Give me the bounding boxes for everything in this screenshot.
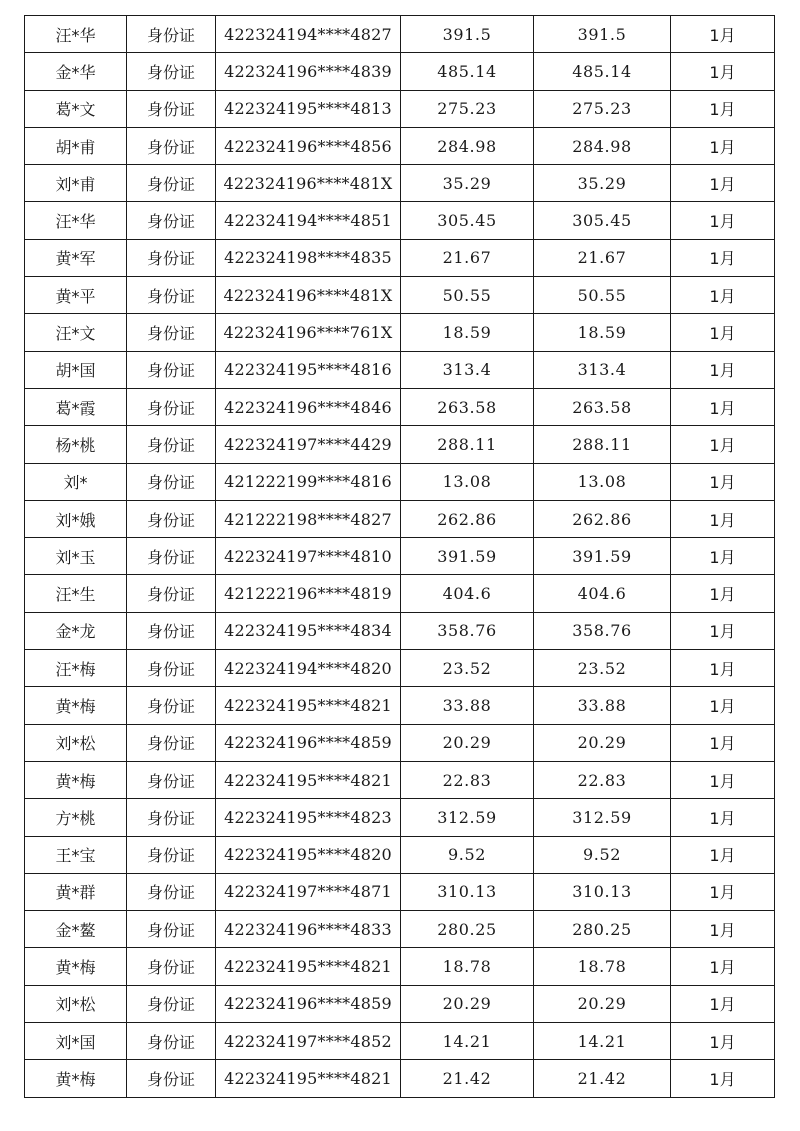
month-cell: 1月 [671,426,775,463]
subsidy-roster-table [24,15,775,1098]
person-name-cell: 刘* [25,463,127,500]
id-type-cell: 身份证 [127,1023,216,1060]
amount-cell: 20.29 [401,985,534,1022]
amount-paid-cell: 33.88 [534,687,671,724]
id-type-cell: 身份证 [127,612,216,649]
person-name-cell: 葛*霞 [25,388,127,425]
id-type-cell: 身份证 [127,687,216,724]
person-name-cell: 汪*华 [25,202,127,239]
id-number-cell: 422324196****481X [216,277,401,314]
amount-paid-cell: 305.45 [534,202,671,239]
id-type-cell: 身份证 [127,388,216,425]
id-number-cell: 422324196****481X [216,165,401,202]
id-number-cell: 422324196****4846 [216,388,401,425]
amount-paid-cell: 275.23 [534,90,671,127]
person-name-cell: 葛*文 [25,90,127,127]
amount-cell: 23.52 [401,650,534,687]
amount-cell: 20.29 [401,724,534,761]
table-row [25,836,775,873]
person-name-cell: 金*龙 [25,612,127,649]
table-row [25,127,775,164]
table-row [25,90,775,127]
amount-paid-cell: 280.25 [534,911,671,948]
amount-cell: 404.6 [401,575,534,612]
id-number-cell: 422324197****4810 [216,538,401,575]
month-cell: 1月 [671,277,775,314]
amount-paid-cell: 20.29 [534,985,671,1022]
amount-cell: 14.21 [401,1023,534,1060]
table-row [25,538,775,575]
id-number-cell: 422324195****4820 [216,836,401,873]
id-type-cell: 身份证 [127,426,216,463]
person-name-cell: 黄*梅 [25,1060,127,1097]
person-name-cell: 刘*玉 [25,538,127,575]
amount-paid-cell: 262.86 [534,500,671,537]
id-type-cell: 身份证 [127,127,216,164]
person-name-cell: 胡*甫 [25,127,127,164]
month-cell: 1月 [671,500,775,537]
id-type-cell: 身份证 [127,538,216,575]
roster-body [25,16,775,1098]
amount-cell: 391.59 [401,538,534,575]
id-number-cell: 422324195****4821 [216,948,401,985]
table-row [25,463,775,500]
amount-paid-cell: 18.59 [534,314,671,351]
person-name-cell: 刘*甫 [25,165,127,202]
id-type-cell: 身份证 [127,202,216,239]
id-number-cell: 422324195****4816 [216,351,401,388]
amount-paid-cell: 263.58 [534,388,671,425]
table-row [25,1060,775,1097]
id-type-cell: 身份证 [127,799,216,836]
id-number-cell: 422324196****4859 [216,985,401,1022]
amount-cell: 35.29 [401,165,534,202]
person-name-cell: 金*鳌 [25,911,127,948]
amount-cell: 275.23 [401,90,534,127]
amount-cell: 280.25 [401,911,534,948]
month-cell: 1月 [671,911,775,948]
person-name-cell: 刘*松 [25,724,127,761]
person-name-cell: 黄*军 [25,239,127,276]
person-name-cell: 黄*梅 [25,687,127,724]
table-row [25,165,775,202]
person-name-cell: 黄*梅 [25,948,127,985]
id-type-cell: 身份证 [127,761,216,798]
month-cell: 1月 [671,388,775,425]
amount-cell: 391.5 [401,16,534,53]
table-row [25,873,775,910]
amount-paid-cell: 310.13 [534,873,671,910]
amount-paid-cell: 358.76 [534,612,671,649]
person-name-cell: 刘*国 [25,1023,127,1060]
month-cell: 1月 [671,165,775,202]
table-row [25,202,775,239]
id-type-cell: 身份证 [127,948,216,985]
amount-paid-cell: 485.14 [534,53,671,90]
month-cell: 1月 [671,202,775,239]
id-type-cell: 身份证 [127,500,216,537]
amount-paid-cell: 312.59 [534,799,671,836]
person-name-cell: 黄*梅 [25,761,127,798]
month-cell: 1月 [671,127,775,164]
table-row [25,239,775,276]
person-name-cell: 王*宝 [25,836,127,873]
amount-cell: 18.78 [401,948,534,985]
month-cell: 1月 [671,836,775,873]
amount-cell: 21.42 [401,1060,534,1097]
table-row [25,911,775,948]
amount-paid-cell: 14.21 [534,1023,671,1060]
amount-cell: 310.13 [401,873,534,910]
person-name-cell: 汪*华 [25,16,127,53]
amount-paid-cell: 35.29 [534,165,671,202]
id-number-cell: 422324196****4856 [216,127,401,164]
month-cell: 1月 [671,16,775,53]
id-number-cell: 421222199****4816 [216,463,401,500]
amount-paid-cell: 404.6 [534,575,671,612]
amount-cell: 33.88 [401,687,534,724]
amount-paid-cell: 18.78 [534,948,671,985]
table-row [25,351,775,388]
amount-paid-cell: 50.55 [534,277,671,314]
month-cell: 1月 [671,575,775,612]
id-type-cell: 身份证 [127,463,216,500]
id-type-cell: 身份证 [127,575,216,612]
month-cell: 1月 [671,761,775,798]
id-type-cell: 身份证 [127,314,216,351]
person-name-cell: 汪*文 [25,314,127,351]
id-type-cell: 身份证 [127,351,216,388]
id-number-cell: 422324196****4833 [216,911,401,948]
id-number-cell: 422324194****4851 [216,202,401,239]
month-cell: 1月 [671,612,775,649]
id-type-cell: 身份证 [127,650,216,687]
table-row [25,650,775,687]
table-row [25,388,775,425]
id-type-cell: 身份证 [127,277,216,314]
amount-paid-cell: 313.4 [534,351,671,388]
amount-cell: 50.55 [401,277,534,314]
amount-cell: 13.08 [401,463,534,500]
amount-cell: 18.59 [401,314,534,351]
person-name-cell: 胡*国 [25,351,127,388]
table-row [25,314,775,351]
table-row [25,761,775,798]
month-cell: 1月 [671,650,775,687]
amount-paid-cell: 23.52 [534,650,671,687]
table-row [25,799,775,836]
amount-paid-cell: 13.08 [534,463,671,500]
person-name-cell: 黄*群 [25,873,127,910]
table-row [25,612,775,649]
month-cell: 1月 [671,873,775,910]
table-row [25,724,775,761]
id-number-cell: 421222196****4819 [216,575,401,612]
amount-paid-cell: 20.29 [534,724,671,761]
amount-paid-cell: 21.42 [534,1060,671,1097]
amount-cell: 288.11 [401,426,534,463]
amount-paid-cell: 9.52 [534,836,671,873]
amount-cell: 9.52 [401,836,534,873]
table-row [25,426,775,463]
person-name-cell: 汪*生 [25,575,127,612]
amount-cell: 313.4 [401,351,534,388]
person-name-cell: 刘*娥 [25,500,127,537]
person-name-cell: 方*桃 [25,799,127,836]
month-cell: 1月 [671,538,775,575]
id-type-cell: 身份证 [127,1060,216,1097]
id-type-cell: 身份证 [127,985,216,1022]
month-cell: 1月 [671,985,775,1022]
id-type-cell: 身份证 [127,16,216,53]
id-number-cell: 422324195****4834 [216,612,401,649]
table-row [25,575,775,612]
id-number-cell: 422324195****4813 [216,90,401,127]
month-cell: 1月 [671,351,775,388]
person-name-cell: 杨*桃 [25,426,127,463]
amount-cell: 305.45 [401,202,534,239]
month-cell: 1月 [671,1023,775,1060]
id-type-cell: 身份证 [127,873,216,910]
table-row [25,1023,775,1060]
id-number-cell: 422324198****4835 [216,239,401,276]
amount-paid-cell: 22.83 [534,761,671,798]
id-number-cell: 422324195****4821 [216,761,401,798]
month-cell: 1月 [671,463,775,500]
amount-cell: 358.76 [401,612,534,649]
table-row [25,948,775,985]
amount-cell: 263.58 [401,388,534,425]
id-number-cell: 422324195****4821 [216,687,401,724]
table-row [25,53,775,90]
id-number-cell: 422324197****4852 [216,1023,401,1060]
month-cell: 1月 [671,724,775,761]
amount-cell: 262.86 [401,500,534,537]
amount-cell: 22.83 [401,761,534,798]
month-cell: 1月 [671,90,775,127]
id-number-cell: 422324197****4871 [216,873,401,910]
id-number-cell: 422324196****4859 [216,724,401,761]
id-type-cell: 身份证 [127,239,216,276]
id-type-cell: 身份证 [127,165,216,202]
id-type-cell: 身份证 [127,90,216,127]
month-cell: 1月 [671,1060,775,1097]
person-name-cell: 黄*平 [25,277,127,314]
id-type-cell: 身份证 [127,911,216,948]
id-number-cell: 422324194****4820 [216,650,401,687]
id-number-cell: 422324196****4839 [216,53,401,90]
table-row [25,985,775,1022]
table-row [25,687,775,724]
person-name-cell: 汪*梅 [25,650,127,687]
id-number-cell: 422324197****4429 [216,426,401,463]
amount-cell: 21.67 [401,239,534,276]
month-cell: 1月 [671,687,775,724]
amount-paid-cell: 391.59 [534,538,671,575]
table-row [25,16,775,53]
table-row [25,277,775,314]
amount-paid-cell: 284.98 [534,127,671,164]
amount-cell: 312.59 [401,799,534,836]
amount-paid-cell: 391.5 [534,16,671,53]
id-number-cell: 422324195****4823 [216,799,401,836]
amount-paid-cell: 21.67 [534,239,671,276]
month-cell: 1月 [671,53,775,90]
id-number-cell: 421222198****4827 [216,500,401,537]
month-cell: 1月 [671,239,775,276]
amount-cell: 284.98 [401,127,534,164]
id-number-cell: 422324196****761X [216,314,401,351]
id-number-cell: 422324195****4821 [216,1060,401,1097]
person-name-cell: 刘*松 [25,985,127,1022]
id-type-cell: 身份证 [127,724,216,761]
id-type-cell: 身份证 [127,53,216,90]
table-row [25,500,775,537]
amount-paid-cell: 288.11 [534,426,671,463]
id-type-cell: 身份证 [127,836,216,873]
month-cell: 1月 [671,948,775,985]
amount-cell: 485.14 [401,53,534,90]
month-cell: 1月 [671,799,775,836]
id-number-cell: 422324194****4827 [216,16,401,53]
person-name-cell: 金*华 [25,53,127,90]
month-cell: 1月 [671,314,775,351]
